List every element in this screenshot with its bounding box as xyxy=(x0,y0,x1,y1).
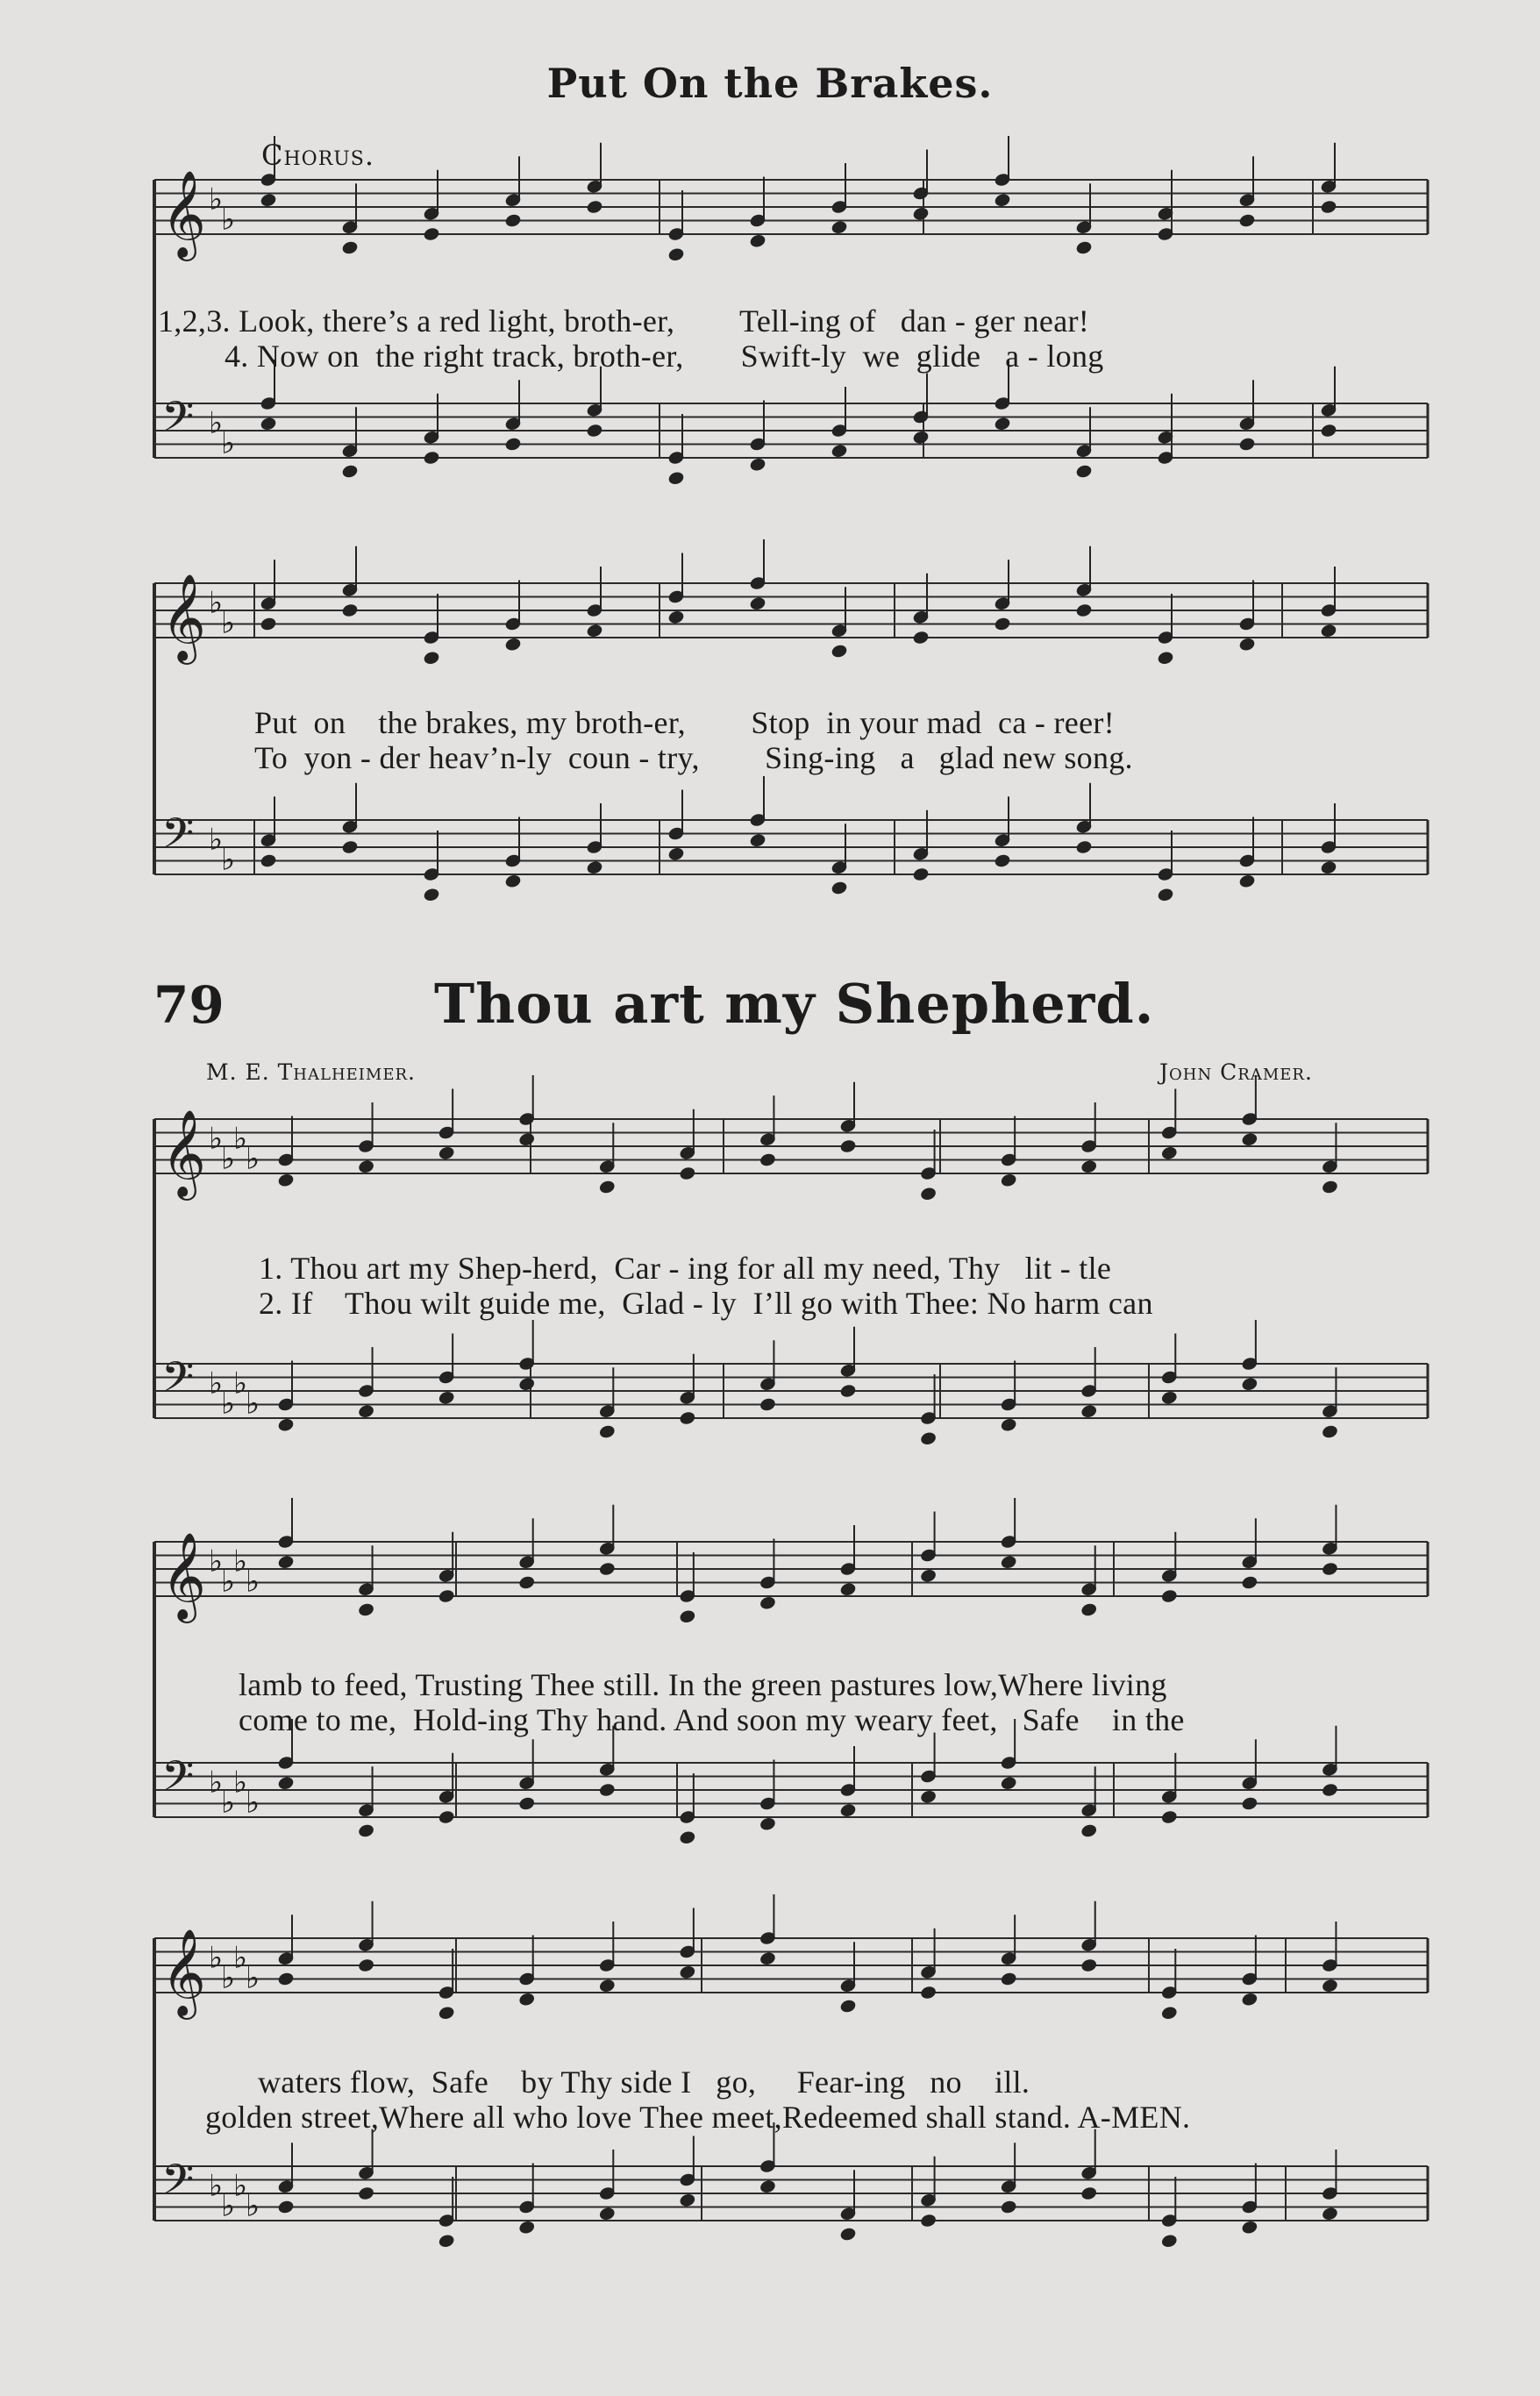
note-head xyxy=(358,1958,374,1973)
note-head xyxy=(994,417,1010,431)
note-head xyxy=(423,888,439,902)
note-head xyxy=(518,1992,535,2007)
flat-icon: ♭ xyxy=(233,1544,248,1580)
note-head xyxy=(518,1377,535,1392)
note-head xyxy=(586,200,602,215)
note-head xyxy=(839,1582,856,1597)
flat-icon: ♭ xyxy=(221,1141,236,1177)
lyric-a-s2-v1: Put on the brakes, my broth-er, Stop in your mad ca - reer! xyxy=(254,705,1115,740)
note-head xyxy=(423,651,439,666)
flat-icon: ♭ xyxy=(233,1366,248,1401)
flat-icon: ♭ xyxy=(221,202,236,238)
flat-icon: ♭ xyxy=(221,1785,236,1821)
lyric-b-s3-v2: golden street,Where all who love Thee meet,Redeemed shall stand. A-MEN. xyxy=(205,2100,1191,2135)
flat-icon: ♭ xyxy=(209,1366,224,1401)
note-head xyxy=(831,220,847,235)
flat-icon: ♭ xyxy=(246,1564,260,1600)
flat-icon: ♭ xyxy=(246,1960,260,1996)
bass-clef-icon: 𝄢 xyxy=(161,1352,195,1412)
flat-icon: ♭ xyxy=(233,1940,248,1976)
note-head xyxy=(1161,1390,1178,1405)
note-head xyxy=(759,1595,776,1610)
note-head xyxy=(679,1411,695,1426)
note-head xyxy=(1080,1159,1097,1174)
note-head xyxy=(912,867,929,882)
flat-icon: ♭ xyxy=(209,2168,224,2204)
note-head xyxy=(438,1145,455,1160)
note-head xyxy=(679,1166,695,1181)
note-head xyxy=(260,417,276,431)
lyricist-credit: M. E. Thalheimer. xyxy=(206,1059,416,1085)
note-head xyxy=(1238,874,1255,888)
treble-clef-icon: 𝄞 xyxy=(161,574,206,661)
note-head xyxy=(912,430,929,445)
note-head xyxy=(679,1965,695,1979)
note-head xyxy=(1322,2207,1338,2221)
note-head xyxy=(920,1187,937,1202)
bass-clef-icon: 𝄢 xyxy=(161,392,195,452)
hymn-title-thou-art-my-shepherd: Thou art my Shepherd. xyxy=(434,972,1155,1036)
note-head xyxy=(341,464,358,479)
note-head xyxy=(1001,1173,1017,1187)
note-head xyxy=(277,1417,294,1432)
flat-icon: ♭ xyxy=(221,1960,236,1996)
note-head xyxy=(831,644,847,659)
note-head xyxy=(679,1609,695,1624)
treble-clef-icon: 𝄞 xyxy=(161,1109,206,1197)
flat-icon: ♭ xyxy=(246,1141,260,1177)
bass-clef-icon: 𝄢 xyxy=(161,2155,195,2214)
flat-icon: ♭ xyxy=(246,1785,260,1821)
note-head xyxy=(749,596,766,611)
note-head xyxy=(1080,2186,1097,2201)
note-head xyxy=(438,2234,455,2249)
note-head xyxy=(1075,840,1092,855)
note-head xyxy=(1161,1145,1178,1160)
flat-icon: ♭ xyxy=(233,1765,248,1801)
note-head xyxy=(1001,1972,1017,1986)
note-head xyxy=(759,1152,776,1167)
note-head xyxy=(438,1810,455,1825)
note-head xyxy=(920,2214,937,2228)
note-head xyxy=(438,1589,455,1604)
composer-credit: John Cramer. xyxy=(1159,1059,1313,1085)
note-head xyxy=(759,2179,776,2194)
note-head xyxy=(518,2220,535,2235)
note-head xyxy=(1320,860,1337,875)
note-head xyxy=(504,437,521,452)
note-head xyxy=(759,1397,776,1412)
note-head xyxy=(1157,888,1173,902)
note-head xyxy=(518,1132,535,1147)
hymn-title-put-on-the-brakes: Put On the Brakes. xyxy=(546,60,994,107)
note-head xyxy=(1161,1810,1178,1825)
note-head xyxy=(920,1986,937,2000)
flat-icon: ♭ xyxy=(221,1386,236,1422)
lyric-a-s1-v1: 1,2,3. Look, there’s a red light, broth-er, Tell-ing of dan - ger near! xyxy=(158,303,1090,339)
note-head xyxy=(831,881,847,895)
note-head xyxy=(679,1830,695,1845)
note-head xyxy=(260,193,276,208)
note-head xyxy=(1320,424,1337,439)
note-head xyxy=(1320,624,1337,638)
flat-icon: ♭ xyxy=(221,2188,236,2224)
note-head xyxy=(599,1979,616,1993)
note-head xyxy=(839,1999,856,2014)
note-head xyxy=(1157,651,1173,666)
note-head xyxy=(839,1139,856,1154)
note-head xyxy=(1001,1555,1017,1570)
flat-icon: ♭ xyxy=(209,1121,224,1157)
flat-icon: ♭ xyxy=(209,1544,224,1580)
note-head xyxy=(358,1823,374,1838)
treble-clef-icon: 𝄞 xyxy=(161,1929,206,2016)
lyric-b-s3-v1: waters flow, Safe by Thy side I go, Fear-ing no ill. xyxy=(258,2064,1030,2100)
flat-icon: ♭ xyxy=(209,405,224,441)
note-head xyxy=(423,451,439,466)
note-head xyxy=(1238,213,1255,228)
note-head xyxy=(667,247,684,262)
bass-clef-icon: 𝄢 xyxy=(161,1751,195,1811)
chorus-label: Chorus. xyxy=(261,139,375,172)
note-head xyxy=(839,2227,856,2242)
lyric-b-s1-v1: 1. Thou art my Shep-herd, Car - ing for all my need, Thy lit - tle xyxy=(259,1251,1112,1286)
note-head xyxy=(1080,1958,1097,1973)
flat-icon: ♭ xyxy=(221,425,236,461)
note-head xyxy=(518,1575,535,1590)
note-head xyxy=(599,2207,616,2221)
note-head xyxy=(1080,1404,1097,1419)
note-head xyxy=(912,631,929,645)
note-head xyxy=(1238,437,1255,452)
note-head xyxy=(358,2186,374,2201)
note-head xyxy=(1001,1776,1017,1791)
note-head xyxy=(277,1776,294,1791)
note-head xyxy=(260,853,276,868)
flat-icon: ♭ xyxy=(209,1940,224,1976)
flat-icon: ♭ xyxy=(221,1564,236,1600)
note-head xyxy=(1241,2220,1258,2235)
note-head xyxy=(759,1951,776,1966)
note-head xyxy=(341,603,358,618)
note-head xyxy=(599,1562,616,1577)
note-head xyxy=(1080,1602,1097,1617)
treble-clef-icon: 𝄞 xyxy=(161,1532,206,1620)
note-head xyxy=(260,617,276,631)
lyric-b-s1-v2: 2. If Thou wilt guide me, Glad - ly I’ll go with Thee: No harm can xyxy=(259,1286,1153,1321)
note-head xyxy=(341,240,358,255)
note-head xyxy=(920,1431,937,1446)
note-head xyxy=(994,617,1010,631)
note-head xyxy=(1322,1783,1338,1798)
note-head xyxy=(1322,1562,1338,1577)
note-head xyxy=(586,624,602,638)
note-head xyxy=(358,1602,374,1617)
note-head xyxy=(599,1424,616,1439)
flat-icon: ♭ xyxy=(246,1386,260,1422)
note-head xyxy=(831,444,847,459)
note-head xyxy=(920,1789,937,1804)
treble-clef-icon: 𝄞 xyxy=(161,170,206,258)
note-head xyxy=(1322,1424,1338,1439)
note-head xyxy=(599,1180,616,1194)
note-head xyxy=(912,206,929,221)
note-head xyxy=(994,853,1010,868)
note-head xyxy=(277,1972,294,1986)
note-head xyxy=(586,424,602,439)
flat-icon: ♭ xyxy=(233,1121,248,1157)
note-head xyxy=(1241,1132,1258,1147)
lyric-a-s2-v4: To yon - der heav’n-ly coun - try, Sing-ing a glad new song. xyxy=(254,740,1133,775)
flat-icon: ♭ xyxy=(209,585,224,621)
flat-icon: ♭ xyxy=(221,605,236,641)
note-head xyxy=(679,2193,695,2207)
flat-icon: ♭ xyxy=(221,842,236,878)
note-head xyxy=(667,471,684,486)
note-head xyxy=(518,1796,535,1811)
note-head xyxy=(504,874,521,888)
note-head xyxy=(1075,603,1092,618)
note-head xyxy=(920,1568,937,1583)
note-head xyxy=(438,2006,455,2021)
bass-clef-icon: 𝄢 xyxy=(161,809,195,868)
note-head xyxy=(1238,637,1255,652)
note-head xyxy=(839,1384,856,1399)
note-head xyxy=(839,1803,856,1818)
lyric-a-s1-v4: 4. Now on the right track, broth-er, Swift-ly we glide a - long xyxy=(225,339,1104,374)
note-head xyxy=(1322,1180,1338,1194)
flat-icon: ♭ xyxy=(209,182,224,217)
hymn-number: 79 xyxy=(153,975,225,1035)
flat-icon: ♭ xyxy=(209,822,224,858)
note-head xyxy=(586,860,602,875)
note-head xyxy=(1322,1979,1338,1993)
note-head xyxy=(1075,240,1092,255)
note-head xyxy=(749,233,766,248)
note-head xyxy=(1241,1992,1258,2007)
note-head xyxy=(277,1173,294,1187)
note-head xyxy=(1241,1377,1258,1392)
note-head xyxy=(423,227,439,242)
note-head xyxy=(759,1816,776,1831)
flat-icon: ♭ xyxy=(233,2168,248,2204)
note-head xyxy=(438,1390,455,1405)
note-head xyxy=(358,1404,374,1419)
note-head xyxy=(1320,200,1337,215)
note-head xyxy=(667,846,684,861)
note-head xyxy=(749,833,766,848)
note-head xyxy=(277,2200,294,2214)
note-head xyxy=(667,610,684,624)
note-head xyxy=(504,637,521,652)
note-head xyxy=(1080,1823,1097,1838)
lyric-b-s2-v2: come to me, Hold-ing Thy hand. And soon my weary feet, Safe in the xyxy=(239,1702,1185,1737)
note-head xyxy=(341,840,358,855)
note-head xyxy=(358,1159,374,1174)
note-head xyxy=(1161,2006,1178,2021)
note-head xyxy=(1075,464,1092,479)
flat-icon: ♭ xyxy=(246,2188,260,2224)
note-head xyxy=(1001,1417,1017,1432)
note-head xyxy=(1241,1796,1258,1811)
note-head xyxy=(749,457,766,472)
note-head xyxy=(277,1555,294,1570)
note-head xyxy=(504,213,521,228)
lyric-b-s2-v1: lamb to feed, Trusting Thee still. In the green pastures low,Where living xyxy=(239,1667,1167,1702)
flat-icon: ♭ xyxy=(209,1765,224,1801)
note-head xyxy=(1241,1575,1258,1590)
note-head xyxy=(1001,2200,1017,2214)
note-head xyxy=(1161,2234,1178,2249)
note-head xyxy=(1161,1589,1178,1604)
note-head xyxy=(994,193,1010,208)
note-head xyxy=(599,1783,616,1798)
